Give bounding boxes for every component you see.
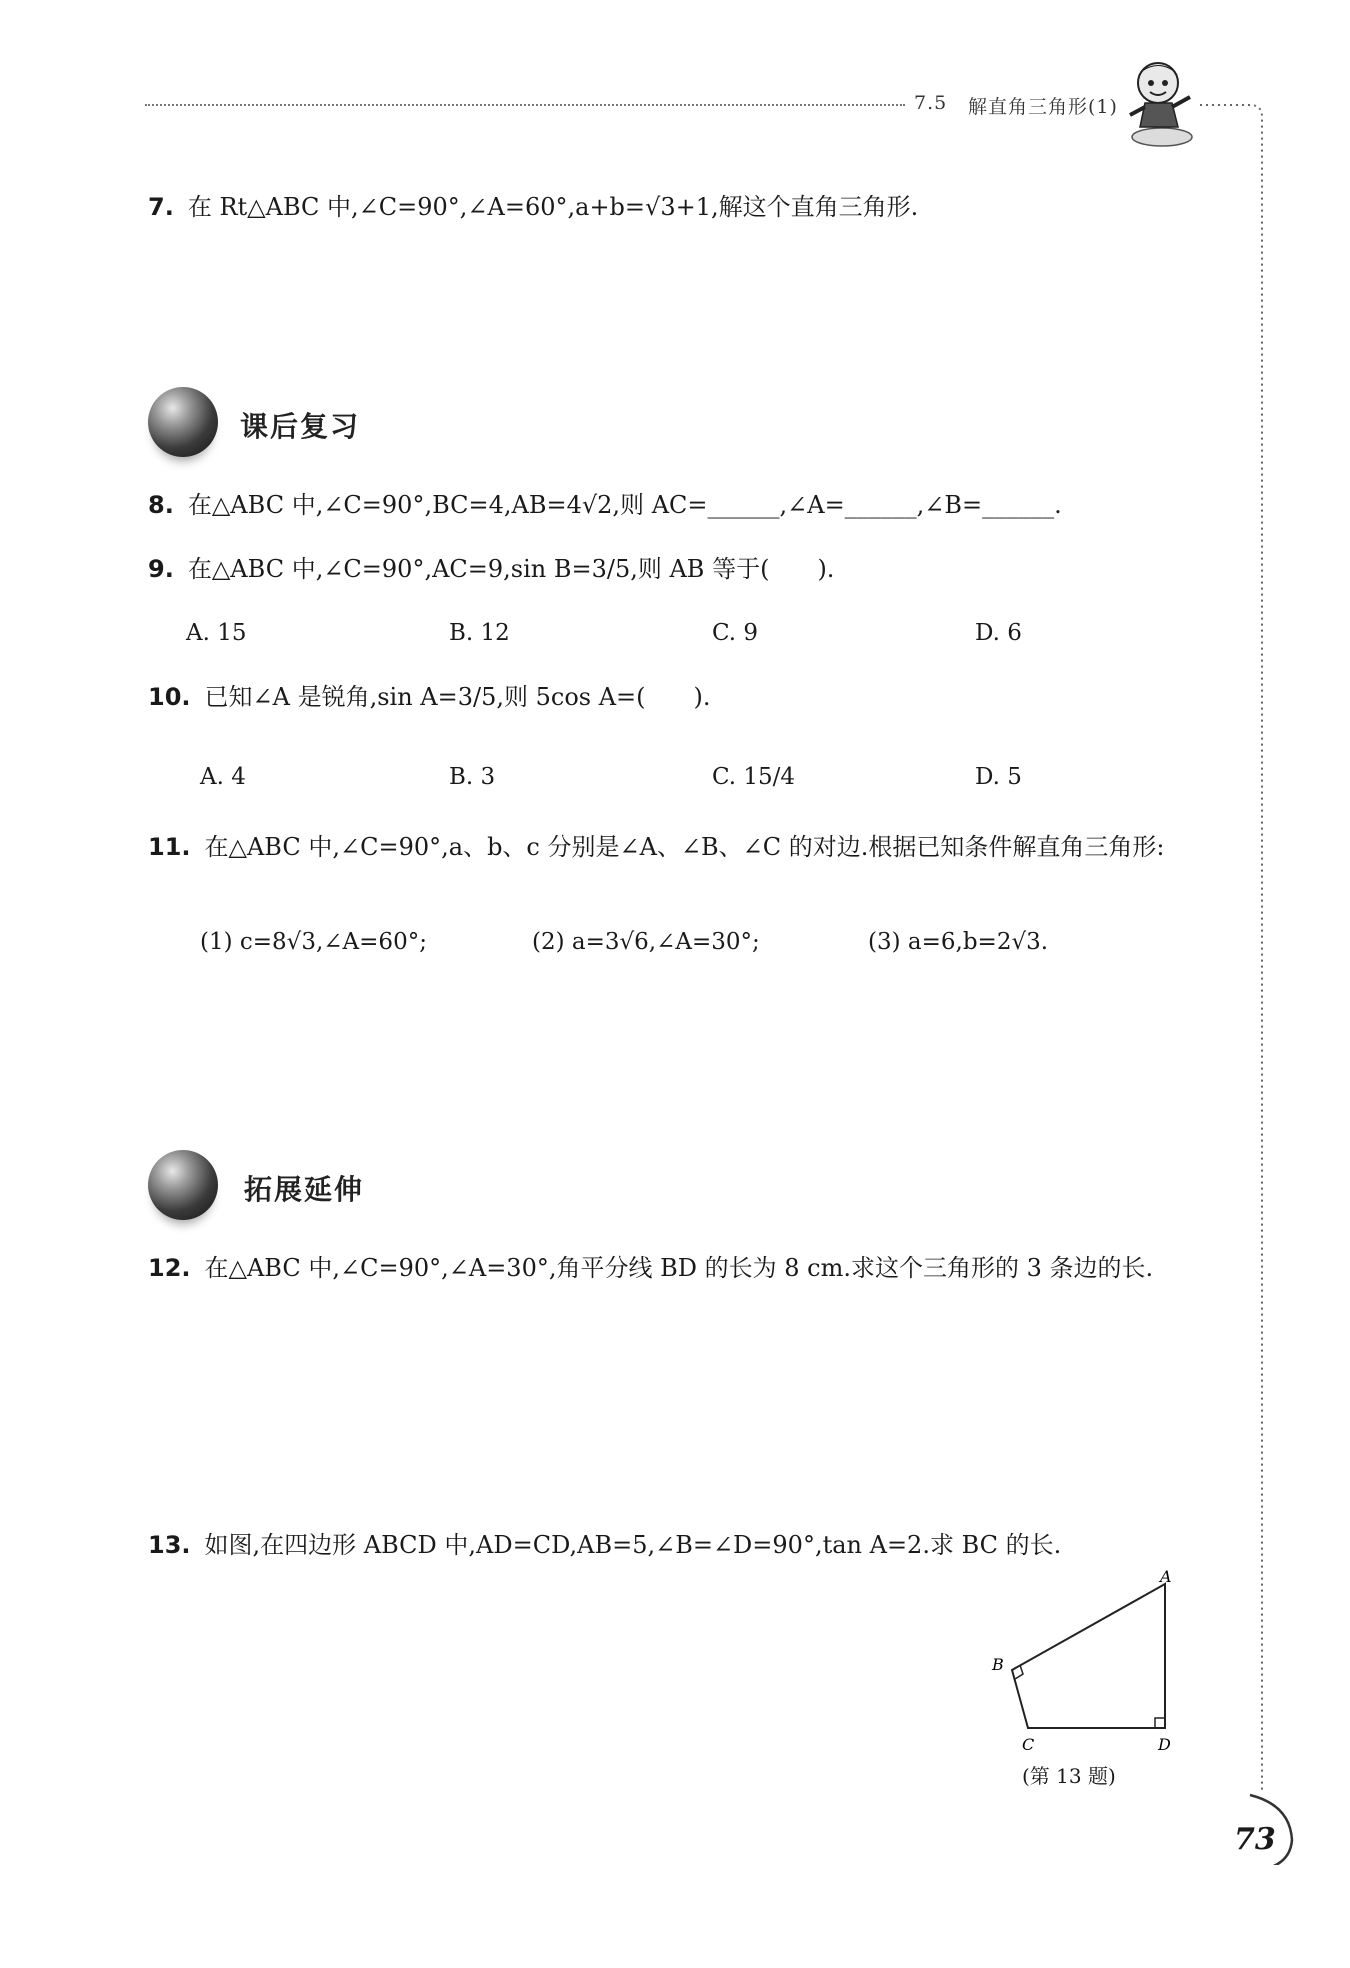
option-d: D. 6 (975, 620, 1022, 646)
label-c: C (1022, 1735, 1035, 1754)
question-number: 7. (148, 193, 174, 221)
label-b: B (992, 1655, 1004, 1674)
question-8 (148, 488, 1062, 522)
question-number: 11. (148, 833, 191, 861)
question-text: 在△ABC 中,∠C=90°,a、b、c 分别是∠A、∠B、∠C 的对边.根据已知条件解直角三角形: (204, 833, 1165, 861)
question-number: 8. (148, 491, 174, 519)
label-a: A (1160, 1570, 1172, 1586)
page-number: 73 (1234, 1822, 1276, 1857)
header-section-number: 7.5 (914, 92, 948, 114)
question-9 (148, 552, 834, 586)
question-11 (148, 822, 1208, 872)
question-13 (148, 1528, 1061, 1562)
question-7 (148, 190, 918, 224)
question-12 (148, 1243, 1208, 1293)
question-number: 13. (148, 1531, 191, 1559)
option-b: B. 12 (449, 620, 510, 646)
option-a: A. 4 (200, 764, 246, 790)
figure-caption: (第 13 题) (1022, 1764, 1116, 1788)
option-c: C. 9 (712, 620, 759, 646)
question-text: 已知∠A 是锐角,sin A=3/5,则 5cos A=( ). (204, 683, 711, 711)
section-extend-icon (148, 1150, 218, 1220)
part-3: (3) a=6,b=2√3. (868, 929, 1049, 955)
option-c: C. 15/4 (712, 764, 796, 790)
question-number: 10. (148, 683, 191, 711)
section-review-icon (148, 387, 218, 457)
mascot-figure (1120, 55, 1200, 150)
question-text: 在△ABC 中,∠C=90°,BC=4,AB=4√2,则 AC=______,∠A=______,∠B=______. (187, 491, 1062, 519)
option-d: D. 5 (975, 764, 1022, 790)
part-1: (1) c=8√3,∠A=60°; (200, 929, 427, 955)
question-text: 在△ABC 中,∠C=90°,AC=9,sin B=3/5,则 AB 等于( ). (187, 555, 835, 583)
question-text: 在 Rt△ABC 中,∠C=90°,∠A=60°,a+b=√3+1,解这个直角三角形. (187, 193, 919, 221)
section-extend-title: 拓展延伸 (244, 1173, 365, 1206)
header-title: 解直角三角形(1) (968, 96, 1118, 118)
section-review-title: 课后复习 (240, 410, 361, 443)
header-dotted-rule (145, 104, 905, 106)
question-number: 12. (148, 1254, 191, 1282)
question-text: 在△ABC 中,∠C=90°,∠A=30°,角平分线 BD 的长为 8 cm.求这个三角形的 3 条边的长. (204, 1254, 1154, 1282)
figure-quadrilateral (980, 1570, 1190, 1755)
label-d: D (1158, 1735, 1171, 1754)
question-number: 9. (148, 555, 174, 583)
page-border (1190, 95, 1310, 1865)
question-text: 如图,在四边形 ABCD 中,AD=CD,AB=5,∠B=∠D=90°,tan A=2.求 BC 的长. (204, 1531, 1062, 1559)
option-b: B. 3 (449, 764, 496, 790)
part-2: (2) a=3√6,∠A=30°; (532, 929, 760, 955)
option-a: A. 15 (186, 620, 247, 646)
question-10 (148, 680, 711, 714)
